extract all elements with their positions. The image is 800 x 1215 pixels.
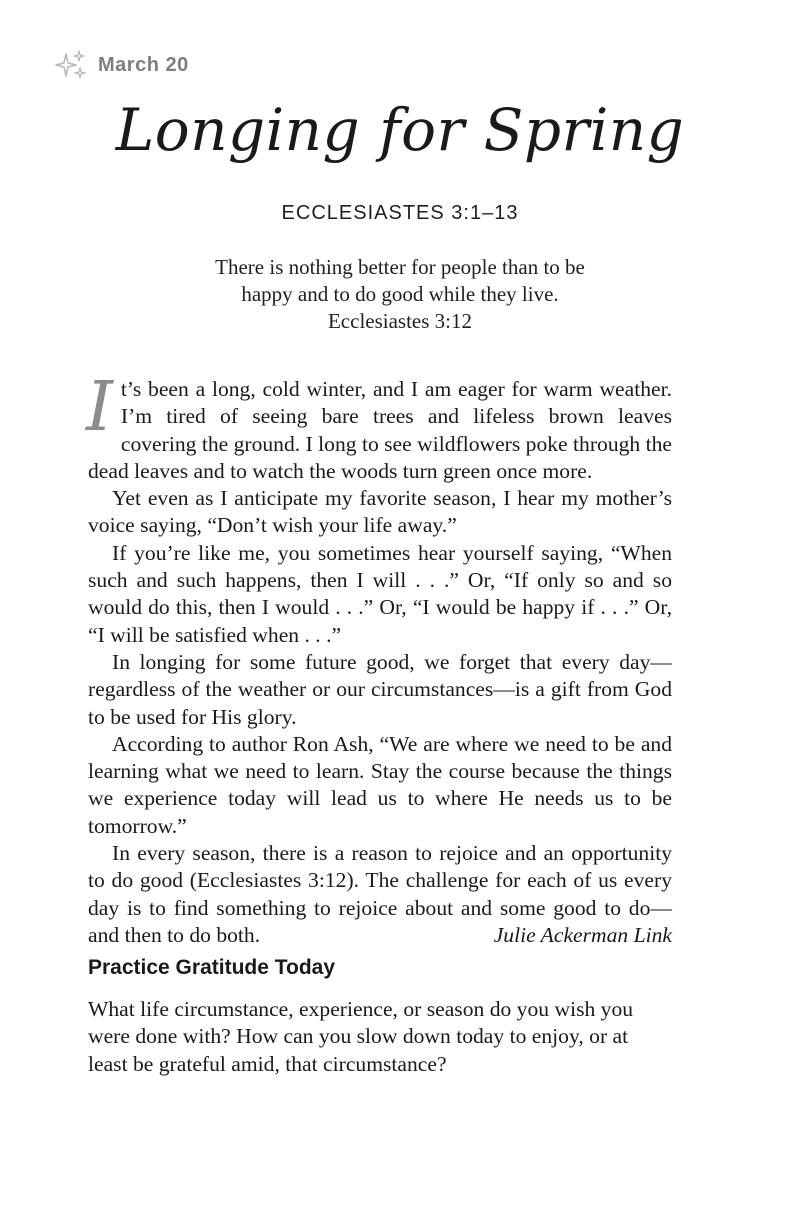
paragraph-5: According to author Ron Ash, “We are where we need to be and learning what we need to learn. Stay the course because the things we experience today will lead us to where He needs us to be tomorrow.” [88,731,672,838]
verse-line-2: happy and to do good while they live. [241,282,559,306]
key-verse [0,254,800,335]
sparkle-icon [54,48,88,82]
paragraph-1-text: t’s been a long, cold winter, and I am eager for warm weather. I’m tired of seeing bare trees and lifeless brown leaves covering the ground. I long to see wildflowers poke through the dead leaves and to watch the woods turn green once more. [88,377,672,483]
page-title: Longing for Spring [115,96,685,164]
date-header [54,48,189,82]
author-signature: Julie Ackerman Link [493,922,672,947]
verse-line-1: There is nothing better for people than to be [215,255,585,279]
scripture-reference: ECCLESIASTES 3:1–13 [281,202,519,224]
practice-prompt [88,996,672,1078]
practice-text: What life circumstance, experience, or season do you wish you were done with? How can you slow down today to enjoy, or at least be grateful amid, that circumstance? [88,997,634,1076]
devotional-body [86,368,672,949]
drop-cap: I [86,368,113,447]
paragraph-6-text: In every season, there is a reason to rejoice and an opportunity to do good (Ecclesiastes 3:12). The challenge for each of us every day is to find something to rejoice about and some good to do—and then to do both. [88,841,672,947]
practice-heading: Practice Gratitude Today [88,956,336,979]
paragraph-4: In longing for some future good, we forget that every day—regardless of the weather or our circumstances—is a gift from God to be used for His glory. [88,649,672,729]
paragraph-2: Yet even as I anticipate my favorite season, I hear my mother’s voice saying, “Don’t wish your life away.” [88,486,672,538]
paragraph-3: If you’re like me, you sometimes hear yourself saying, “When such and such happens, then I will . . .” Or, “If only so and so would do this, then I would . . .” Or, “I would be happy if . . .” Or, “I will be satisfied when . . .” [88,540,672,647]
verse-citation: Ecclesiastes 3:12 [327,309,473,333]
date-label: March 20 [98,53,189,76]
paragraph-1 [86,368,672,485]
paragraph-6 [88,840,672,949]
